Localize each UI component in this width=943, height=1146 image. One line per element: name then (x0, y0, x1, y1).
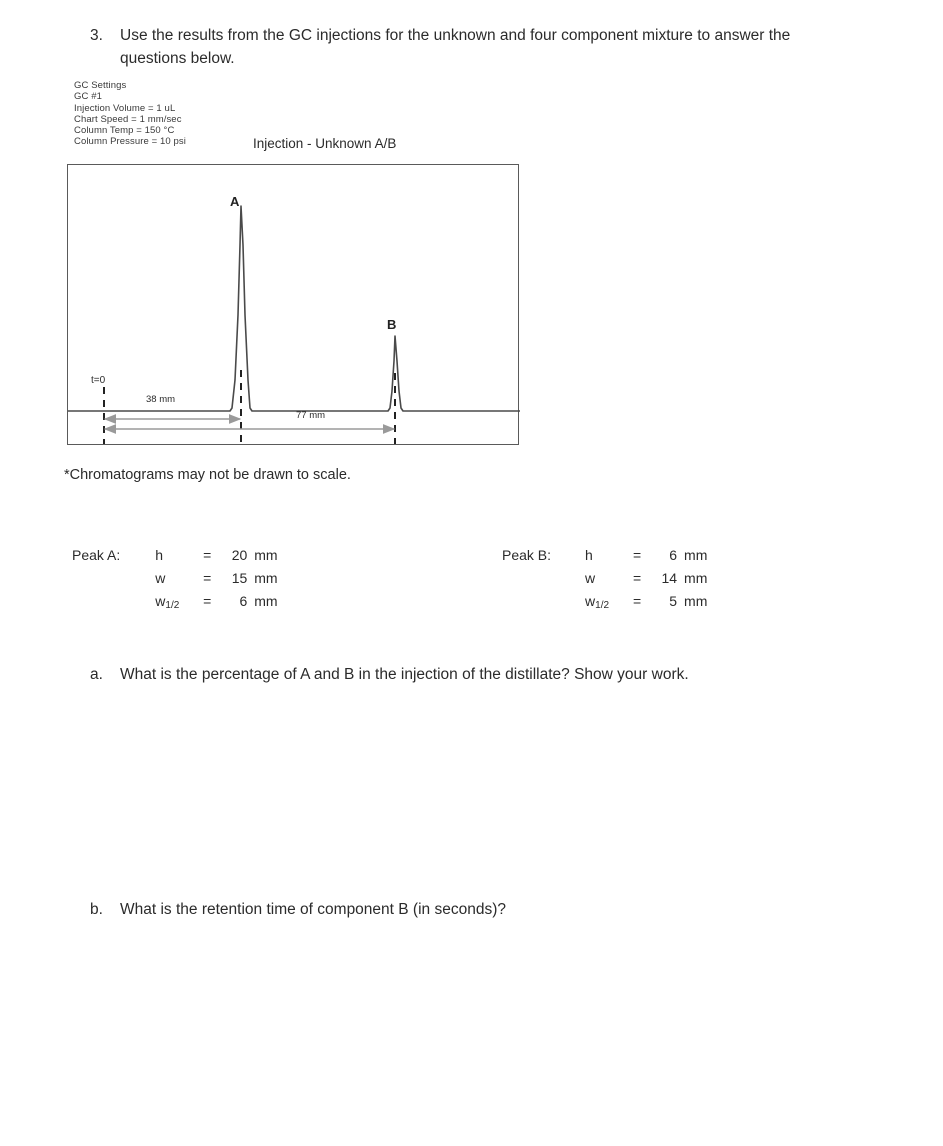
subquestion-a (90, 664, 850, 686)
peak-b-data-block (502, 545, 707, 614)
question-3-block (90, 24, 850, 70)
peak-b-eq-w: = (632, 570, 642, 586)
peak-a-label: A (230, 194, 240, 209)
peak-a-subscript-whalf: 1/2 (165, 600, 180, 611)
peak-b-unit-h: mm (684, 547, 708, 563)
peak-a-value-whalf: 6 (239, 593, 248, 609)
peak-b-value-whalf: 5 (669, 593, 678, 609)
peak-a-title: Peak A: (72, 547, 121, 563)
question-number: 3. (90, 27, 103, 44)
peak-b-value-w: 14 (661, 570, 678, 586)
peak-b-title: Peak B: (502, 547, 552, 563)
peak-b-eq-whalf: = (632, 593, 642, 609)
peak-a-eq-w: = (203, 570, 212, 586)
peak-a-symbol-w: w (155, 570, 166, 586)
peak-a-row-whalf (155, 591, 277, 614)
dimension-label-38mm: 38 mm (146, 394, 176, 405)
peak-b-unit-w: mm (684, 570, 708, 586)
peak-a-symbol-whalf: w1/2 (155, 593, 180, 611)
t-zero-label: t=0 (91, 375, 106, 386)
question-3-row (90, 24, 850, 70)
gc-column-temp: Column Temp = 150 °C (74, 125, 175, 137)
peak-b-unit-whalf: mm (684, 593, 708, 609)
peak-b-label: B (387, 317, 397, 332)
question-text: Use the results from the GC injections for the unknown and four component mixture to answer the questions below. (120, 27, 791, 67)
chart-caption: *Chromatograms may not be drawn to scale. (64, 467, 351, 483)
peak-a-unit-h: mm (254, 547, 278, 563)
peak-a-value-w: 15 (231, 570, 248, 586)
subquestion-a-text: What is the percentage of A and B in the injection of the distillate? Show your work. (120, 666, 689, 683)
peak-a-value-h: 20 (231, 547, 248, 563)
gc-settings-heading: GC Settings (74, 80, 127, 91)
subquestion-b-letter: b. (90, 901, 103, 918)
peak-a-unit-w: mm (254, 570, 278, 586)
peak-a-row-w (155, 568, 277, 591)
chart-title: Injection - Unknown A/B (253, 136, 397, 151)
subquestion-a-letter: a. (90, 666, 103, 683)
gc-chart-speed: Chart Speed = 1 mm/sec (74, 113, 182, 125)
peak-b-subscript-whalf: 1/2 (595, 600, 610, 611)
gc-instrument-id: GC #1 (74, 91, 102, 103)
peak-a-row-h (155, 545, 277, 568)
peak-a-eq-whalf: = (203, 593, 212, 609)
chromatogram-baseline-trace (68, 206, 520, 411)
peak-b-value-h: 6 (669, 547, 678, 563)
peak-b-symbol-whalf: w1/2 (585, 593, 610, 611)
gc-column-pressure: Column Pressure = 10 psi (74, 136, 186, 148)
peak-b-row-h (585, 545, 707, 568)
subquestion-b-text: What is the retention time of component B (in seconds)? (120, 901, 506, 918)
peak-a-data-block (72, 545, 278, 614)
peak-a-unit-whalf: mm (254, 593, 278, 609)
peak-b-measurements (585, 545, 707, 614)
peak-b-row-whalf (585, 591, 707, 614)
peak-a-symbol-h: h (155, 547, 164, 563)
chromatogram-trace (68, 165, 520, 446)
peak-b-row-w (585, 568, 707, 591)
gc-injection-volume: Injection Volume = 1 uL (74, 102, 176, 114)
peak-a-eq-h: = (203, 547, 212, 563)
chromatogram-plot (67, 164, 519, 445)
peak-b-symbol-w: w (585, 570, 596, 586)
peak-b-eq-h: = (632, 547, 642, 563)
gc-settings-block (74, 80, 186, 148)
subquestion-b (90, 899, 850, 921)
dimension-label-77mm: 77 mm (296, 410, 326, 421)
peak-a-measurements (155, 545, 277, 614)
peak-b-symbol-h: h (585, 547, 593, 563)
